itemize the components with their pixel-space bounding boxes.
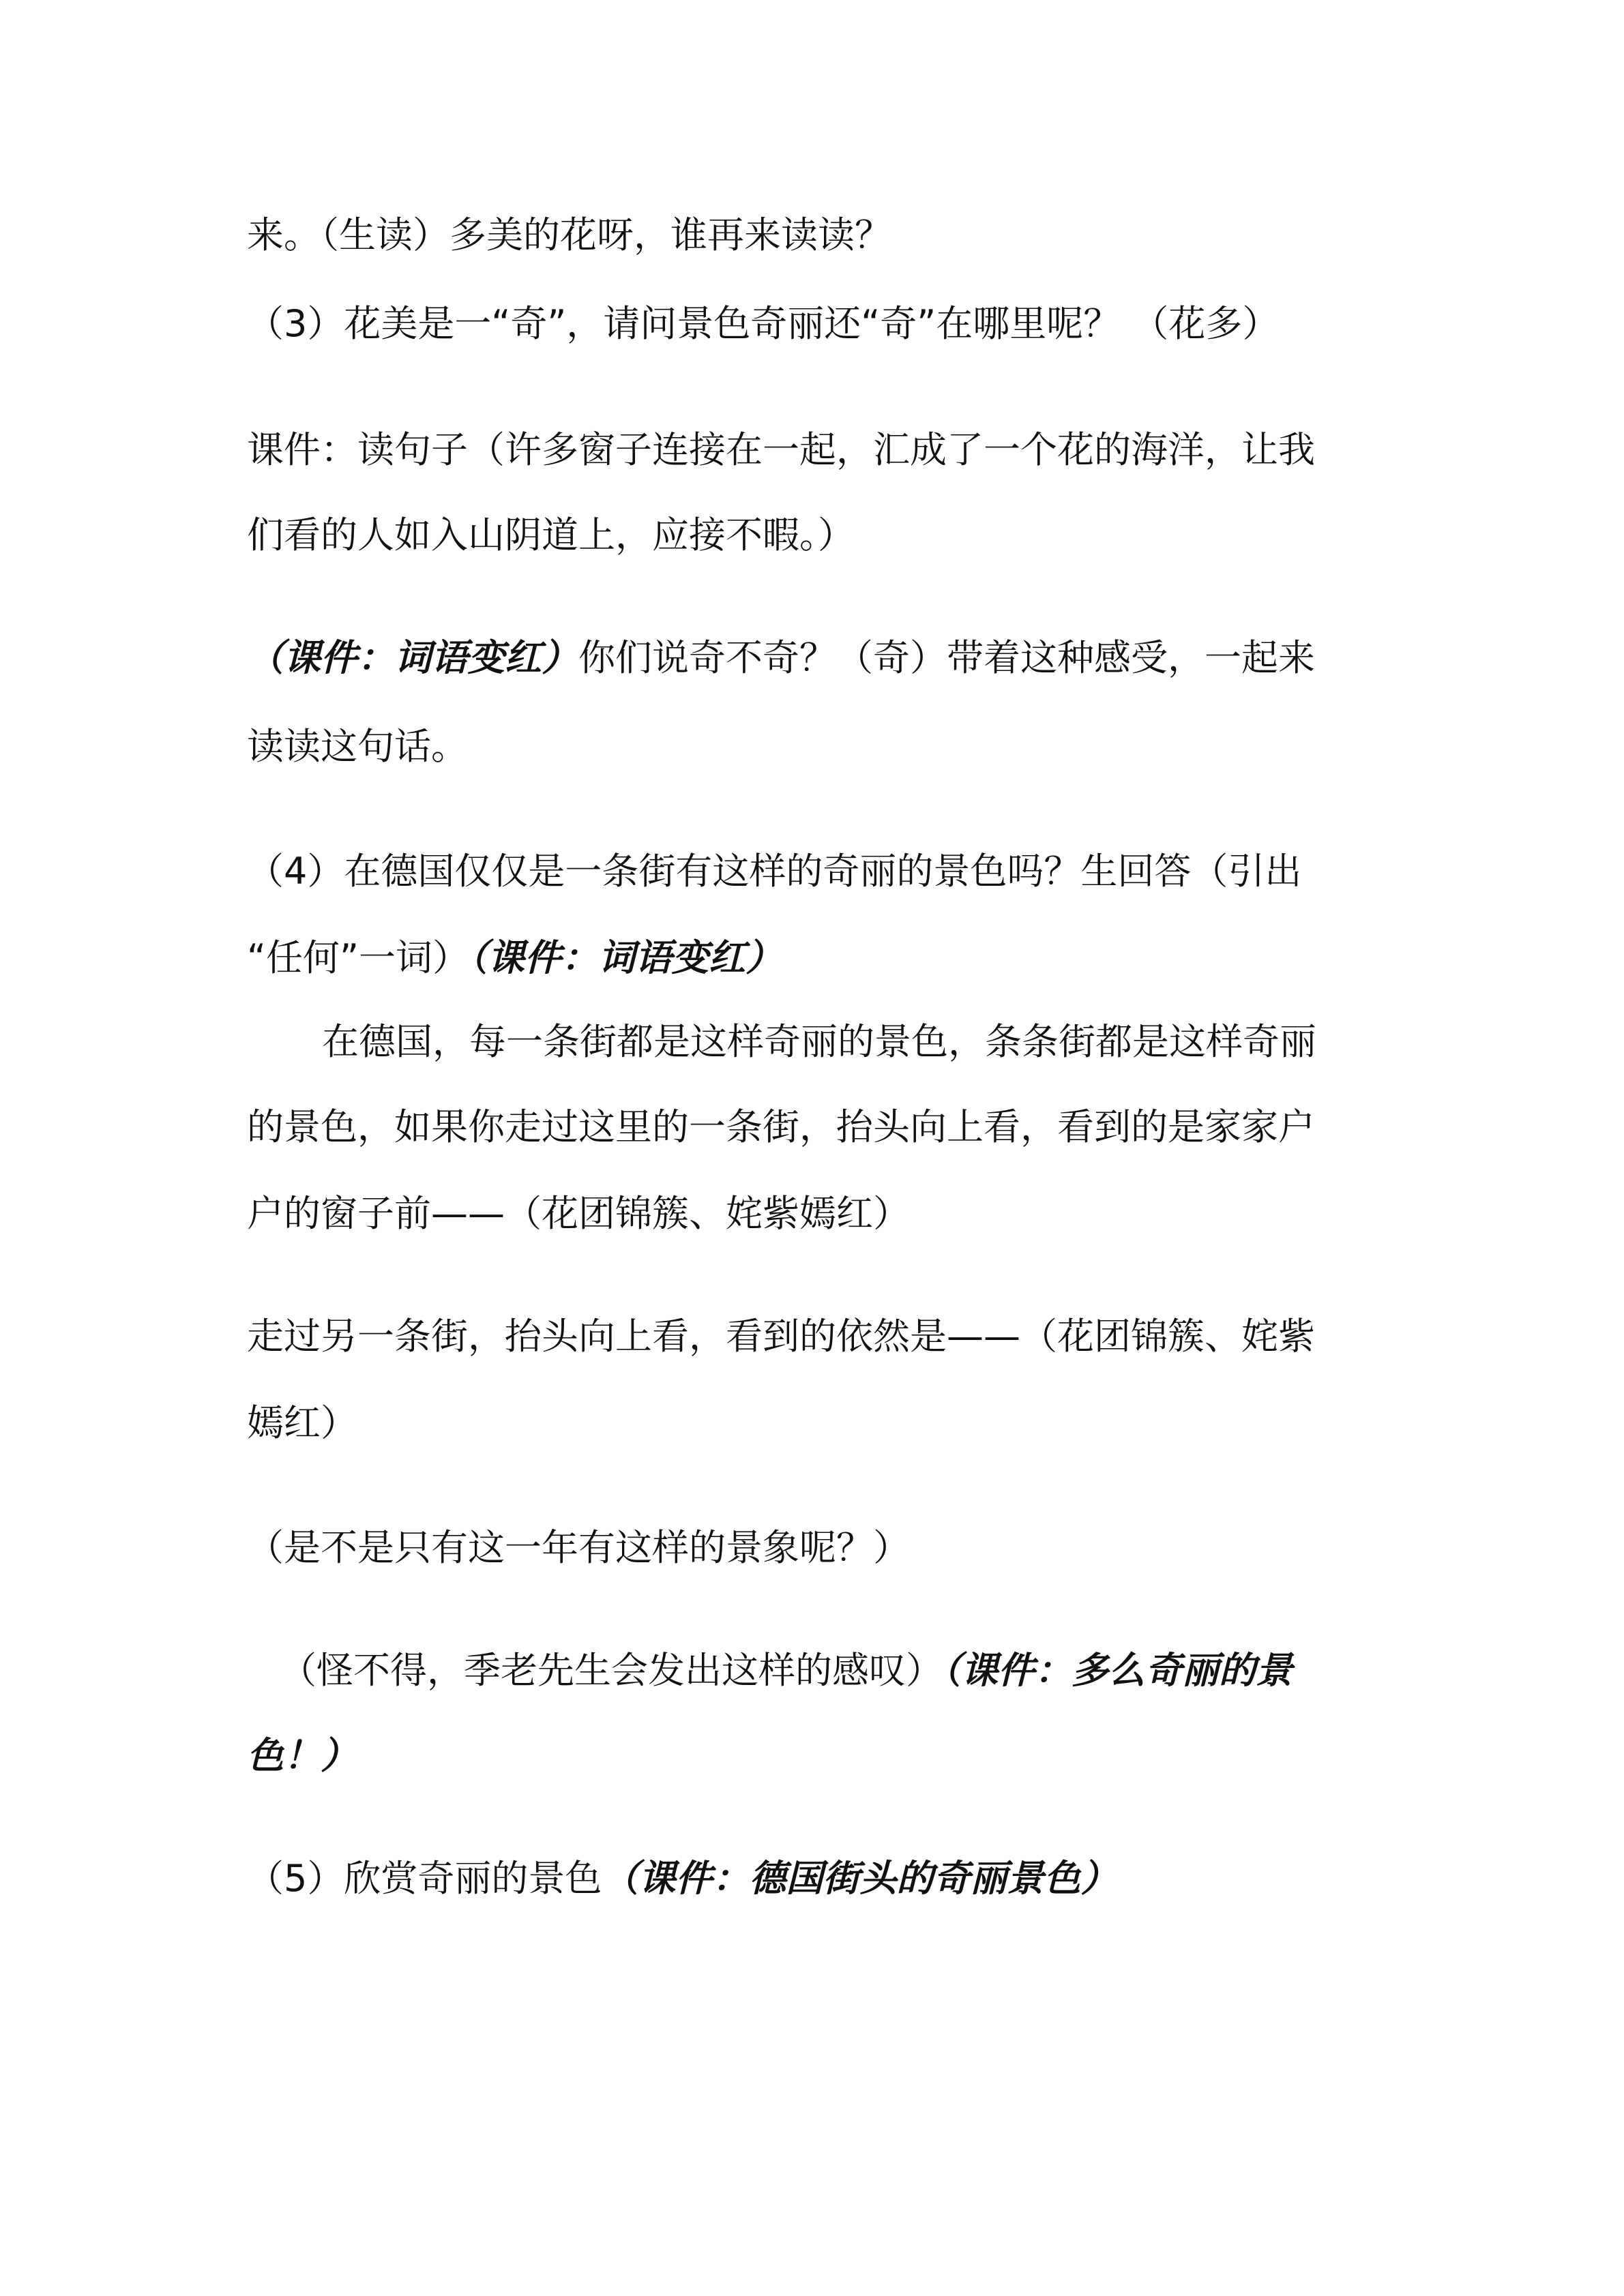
text-line-2 [247,300,1379,348]
line-15-text: （怪不得，季老先生会发出这样的感叹） [280,1649,943,1692]
line-4-text: 们看的人如入山阴道上，应接不暇。） [247,513,855,556]
courseware-note: 色！） [247,1734,357,1777]
text-line-12 [247,1313,1379,1360]
courseware-note: （课件：多么奇丽的景 [943,1649,1293,1692]
text-line-13 [247,1399,1379,1447]
line-11-text: 户的窗子前——（花团锦簇、姹紫嫣红） [247,1192,910,1235]
line-6-text: 读读这句话。 [247,725,468,768]
line-14-text: （是不是只有这一年有这样的景象呢？） [247,1526,910,1569]
text-line-8 [247,934,1379,982]
line-5-text: 你们说奇不奇？（奇）带着这种感受，一起来 [578,636,1315,679]
text-line-1 [247,211,1379,259]
courseware-note: （课件：词语变红） [469,936,782,979]
line-2-text: （3）花美是一“奇”，请问景色奇丽还“奇”在哪里呢？ （花多） [247,302,1280,345]
text-line-17 [247,1855,1379,1903]
text-line-10 [247,1103,1379,1151]
courseware-note: （课件：词语变红） [247,636,578,679]
line-7-text: （4）在德国仅仅是一条街有这样的奇丽的景色吗？生回答（引出 [247,850,1302,893]
line-3-text: 课件：读句子（许多窗子连接在一起，汇成了一个花的海洋，让我 [247,428,1315,471]
line-8-text: “任何”一词） [247,936,469,979]
text-line-14 [247,1524,1379,1572]
text-line-7 [247,848,1379,895]
line-12-text: 走过另一条街，抬头向上看，看到的依然是——（花团锦簇、姹紫 [247,1315,1315,1358]
text-line-4 [247,511,1379,559]
text-line-5 [247,634,1379,682]
text-line-3 [247,426,1379,474]
text-line-6 [247,723,1379,771]
line-9-text: 在德国，每一条街都是这样奇丽的景色，条条街都是这样奇丽 [322,1020,1316,1063]
text-line-11 [247,1190,1379,1238]
text-line-9 [322,1018,1454,1066]
line-17-text: （5）欣赏奇丽的景色 [247,1857,602,1900]
line-10-text: 的景色，如果你走过这里的一条街，抬头向上看，看到的是家家户 [247,1105,1315,1148]
text-line-15 [280,1647,1412,1695]
line-13-text: 嫣红） [247,1401,357,1444]
text-line-16 [247,1732,1379,1780]
line-1-text: 来。（生读）多美的花呀，谁再来读读？ [247,213,891,256]
courseware-note: （课件：德国街头的奇丽景色） [602,1857,1118,1900]
